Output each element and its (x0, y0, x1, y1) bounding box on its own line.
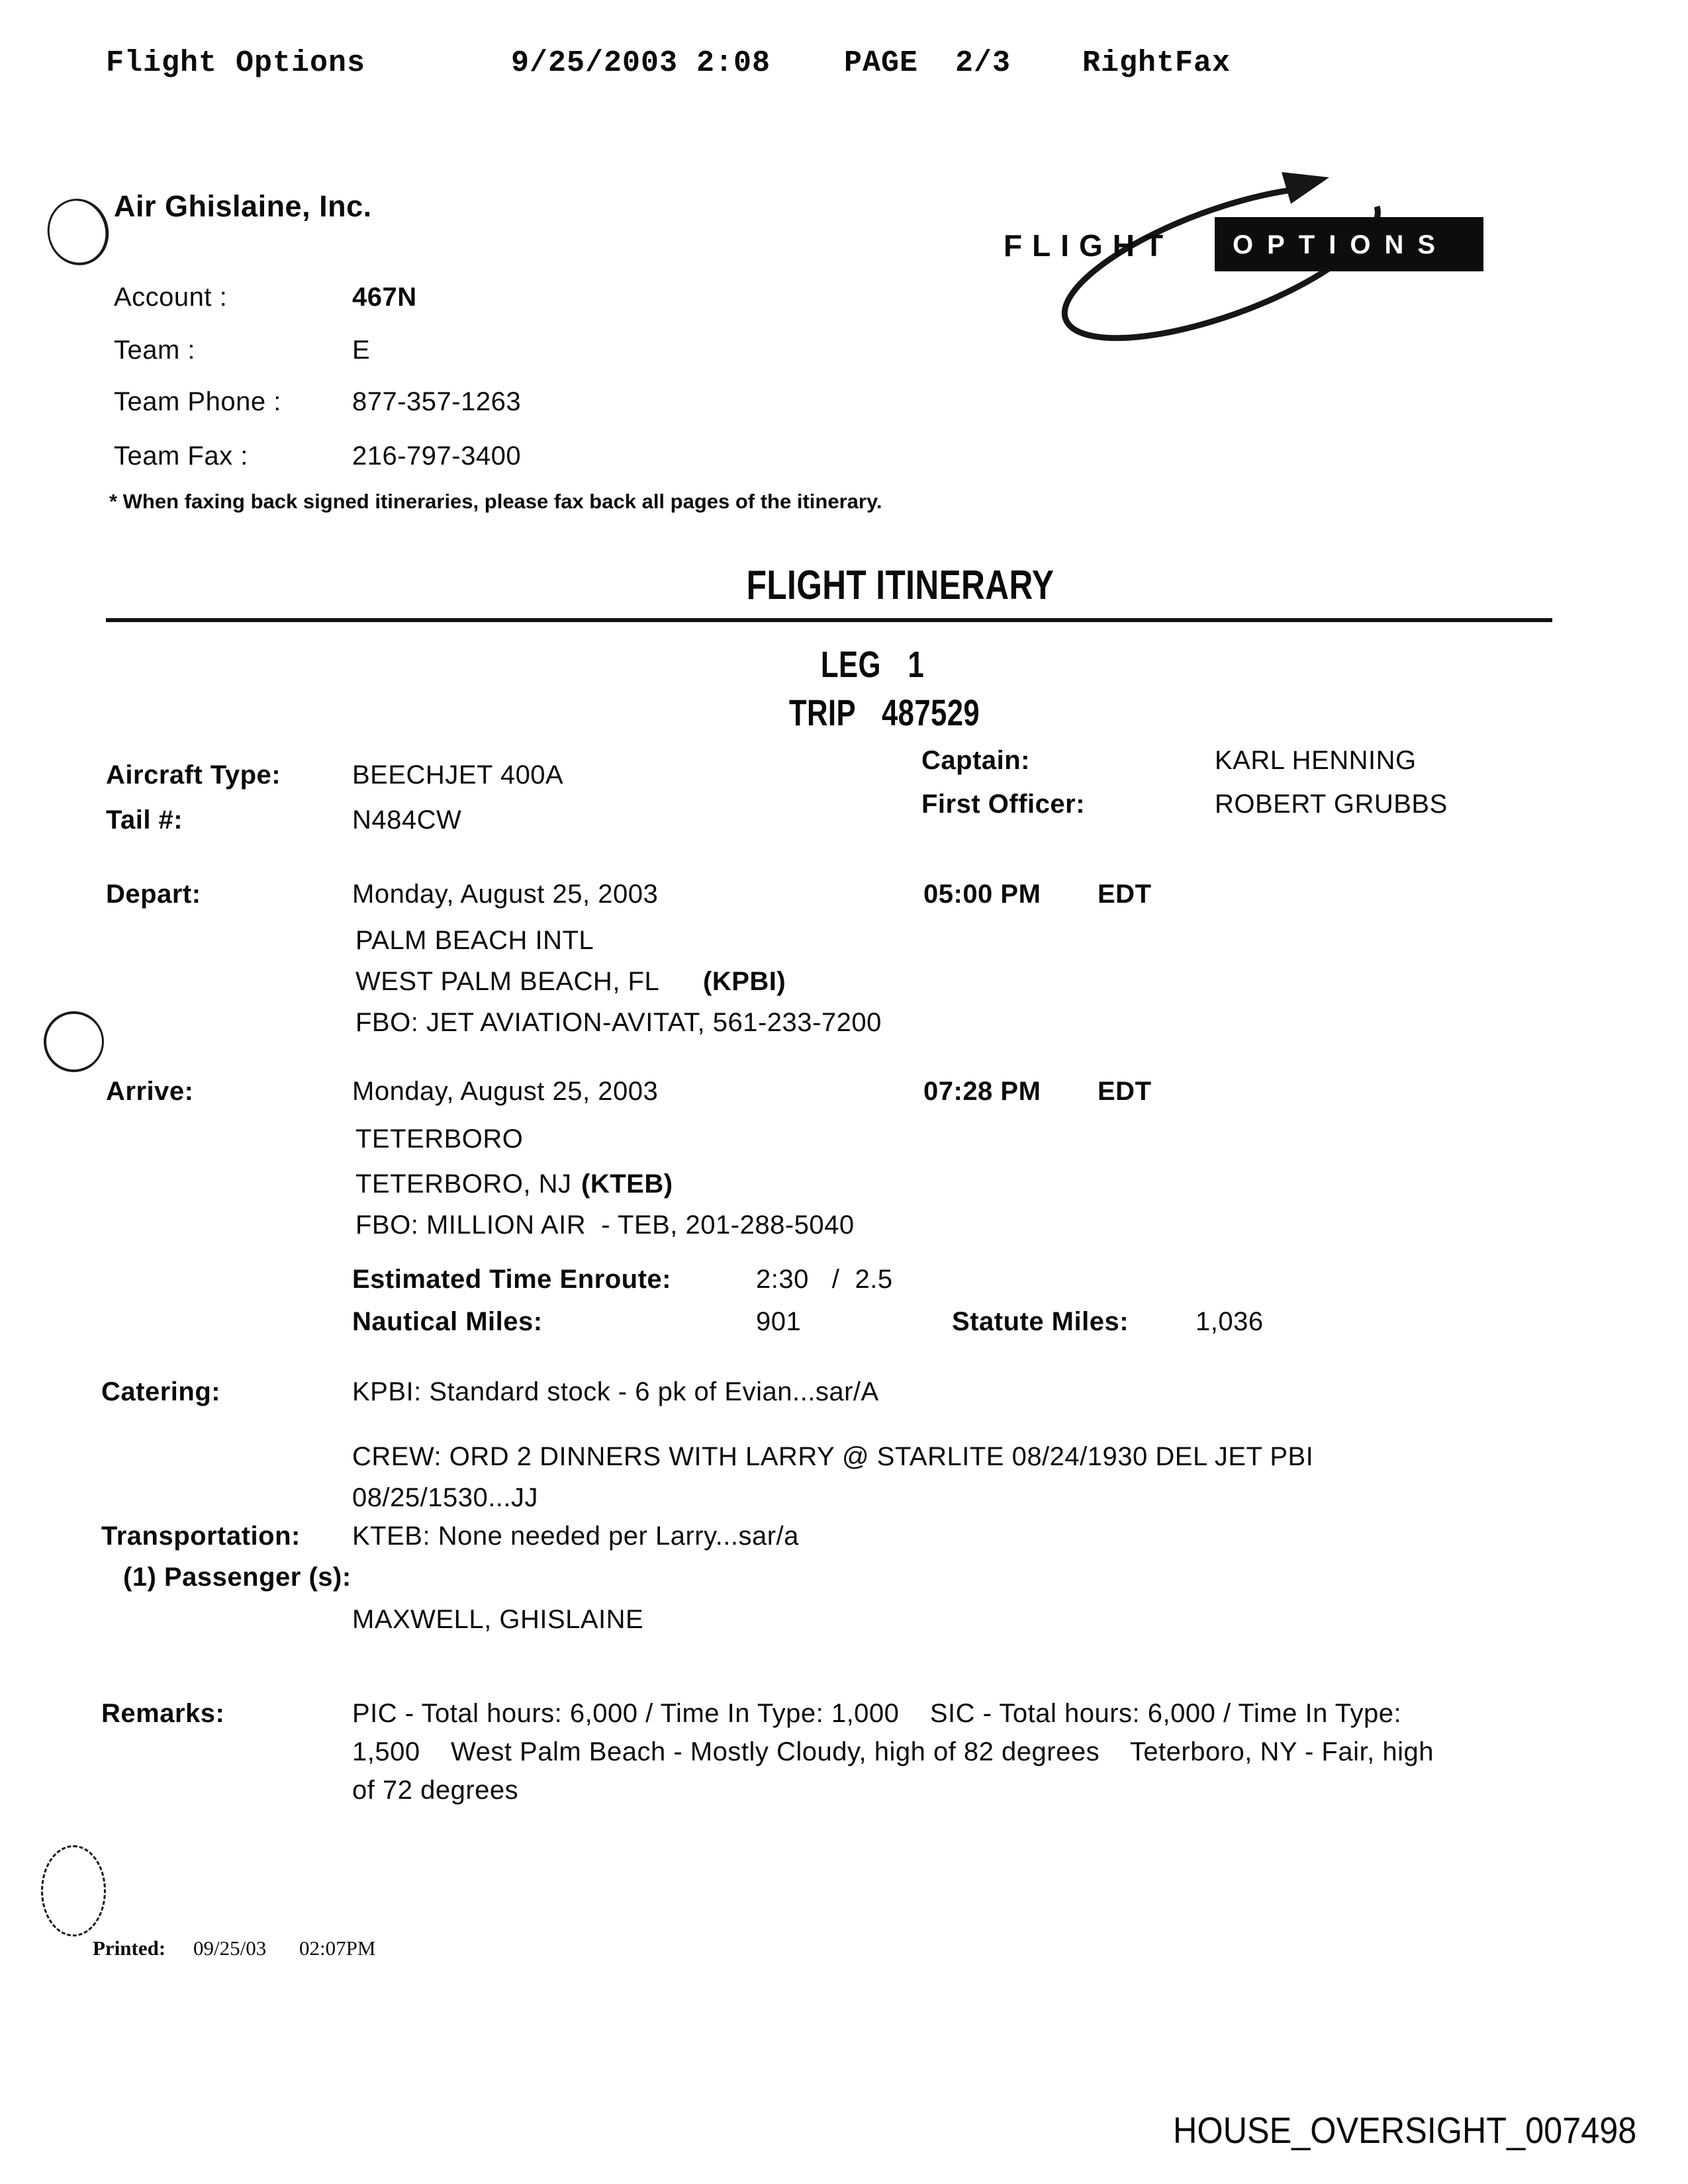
printed-time: 02:07PM (299, 1936, 376, 1960)
arrive-airport-code: (KTEB) (581, 1169, 673, 1199)
nautical-miles-value: 901 (756, 1307, 802, 1336)
account-value: 467N (352, 283, 417, 312)
fax-back-note: * When faxing back signed itineraries, please fax back all pages of the itinerary. (109, 490, 882, 513)
printed-label: Printed: (93, 1936, 166, 1960)
itinerary-title: FLIGHT ITINERARY (746, 563, 1055, 608)
swoosh-arrowhead-icon (1282, 172, 1329, 204)
fax-header-page-number: PAGE 2/3 (844, 46, 1011, 80)
transportation-label: Transportation: (101, 1522, 301, 1551)
depart-date: Monday, August 25, 2003 (352, 880, 659, 909)
ete-value: 2:30 / 2.5 (756, 1265, 893, 1294)
remarks-line-2: 1,500 West Palm Beach - Mostly Cloudy, high of 82 degrees Teterboro, NY - Fair, high (352, 1737, 1434, 1766)
transportation-value: KTEB: None needed per Larry...sar/a (352, 1522, 799, 1551)
remarks-label: Remarks: (101, 1699, 225, 1728)
team-label: Team : (114, 336, 196, 365)
catering-label: Catering: (101, 1377, 221, 1406)
first-officer-name: ROBERT GRUBBS (1215, 790, 1448, 819)
statute-miles-label: Statute Miles: (952, 1307, 1129, 1336)
first-officer-label: First Officer: (921, 790, 1086, 819)
printed-date: 09/25/03 (193, 1936, 267, 1960)
leg-label: LEG (820, 643, 881, 685)
fax-header-sender: Flight Options (106, 46, 366, 80)
passengers-label: (1) Passenger (s): (123, 1563, 352, 1592)
arrive-city: TETERBORO, NJ (355, 1169, 572, 1199)
captain-label: Captain: (921, 746, 1030, 775)
arrive-airport: TETERBORO (355, 1124, 524, 1154)
team-value: E (352, 336, 371, 365)
leg-number: 1 (908, 643, 925, 685)
team-phone-label: Team Phone : (114, 387, 281, 416)
trip-number: 487529 (881, 692, 980, 733)
arrive-timezone: EDT (1098, 1077, 1152, 1106)
ete-label: Estimated Time Enroute: (352, 1265, 671, 1294)
leg-heading (821, 645, 924, 684)
catering-crew-line2: 08/25/1530...JJ (352, 1483, 539, 1512)
captain-name: KARL HENNING (1215, 746, 1417, 775)
depart-airport-code: (KPBI) (703, 967, 786, 996)
arrive-date: Monday, August 25, 2003 (352, 1077, 659, 1106)
aircraft-type-value: BEECHJET 400A (352, 760, 564, 790)
punch-hole-bottom (41, 1845, 106, 1936)
team-fax-value: 216-797-3400 (352, 441, 522, 471)
depart-timezone: EDT (1098, 880, 1152, 909)
passenger-name: MAXWELL, GHISLAINE (352, 1605, 644, 1634)
depart-time: 05:00 PM (923, 880, 1041, 909)
depart-city: WEST PALM BEACH, FL (355, 967, 660, 996)
trip-label: TRIP (788, 692, 856, 733)
team-fax-label: Team Fax : (114, 441, 248, 471)
tail-number-label: Tail #: (106, 805, 183, 835)
catering-crew-line1: CREW: ORD 2 DINNERS WITH LARRY @ STARLITE 08/24/1930 DEL JET PBI (352, 1442, 1314, 1471)
account-label: Account : (114, 283, 228, 312)
punch-hole-top (40, 192, 116, 271)
tail-number-value: N484CW (352, 805, 462, 835)
title-divider-rule (106, 618, 1552, 622)
logo-word-flight: FLIGHT (1004, 228, 1174, 263)
remarks-line-3: of 72 degrees (352, 1776, 519, 1805)
depart-label: Depart: (106, 880, 201, 909)
fax-header-system: RightFax (1082, 46, 1231, 80)
trip-heading (789, 694, 980, 733)
arrive-label: Arrive: (106, 1077, 194, 1106)
logo-word-options: OPTIONS (1233, 230, 1450, 259)
team-phone-value: 877-357-1263 (352, 387, 522, 416)
statute-miles-value: 1,036 (1196, 1307, 1264, 1336)
remarks-line-1: PIC - Total hours: 6,000 / Time In Type: 1,000 SIC - Total hours: 6,000 / Time In Type: (352, 1699, 1402, 1728)
bates-number: HOUSE_OVERSIGHT_007498 (1173, 2109, 1637, 2151)
punch-hole-middle (44, 1011, 104, 1072)
company-name: Air Ghislaine, Inc. (114, 189, 372, 223)
arrive-time: 07:28 PM (923, 1077, 1041, 1106)
nautical-miles-label: Nautical Miles: (352, 1307, 543, 1336)
fax-header-datetime: 9/25/2003 2:08 (511, 46, 771, 80)
arrive-fbo: FBO: MILLION AIR - TEB, 201-288-5040 (355, 1210, 855, 1240)
aircraft-type-label: Aircraft Type: (106, 760, 281, 790)
depart-airport: PALM BEACH INTL (355, 926, 594, 955)
depart-fbo: FBO: JET AVIATION-AVITAT, 561-233-7200 (355, 1008, 882, 1037)
catering-value: KPBI: Standard stock - 6 pk of Evian...sar/A (352, 1377, 879, 1406)
